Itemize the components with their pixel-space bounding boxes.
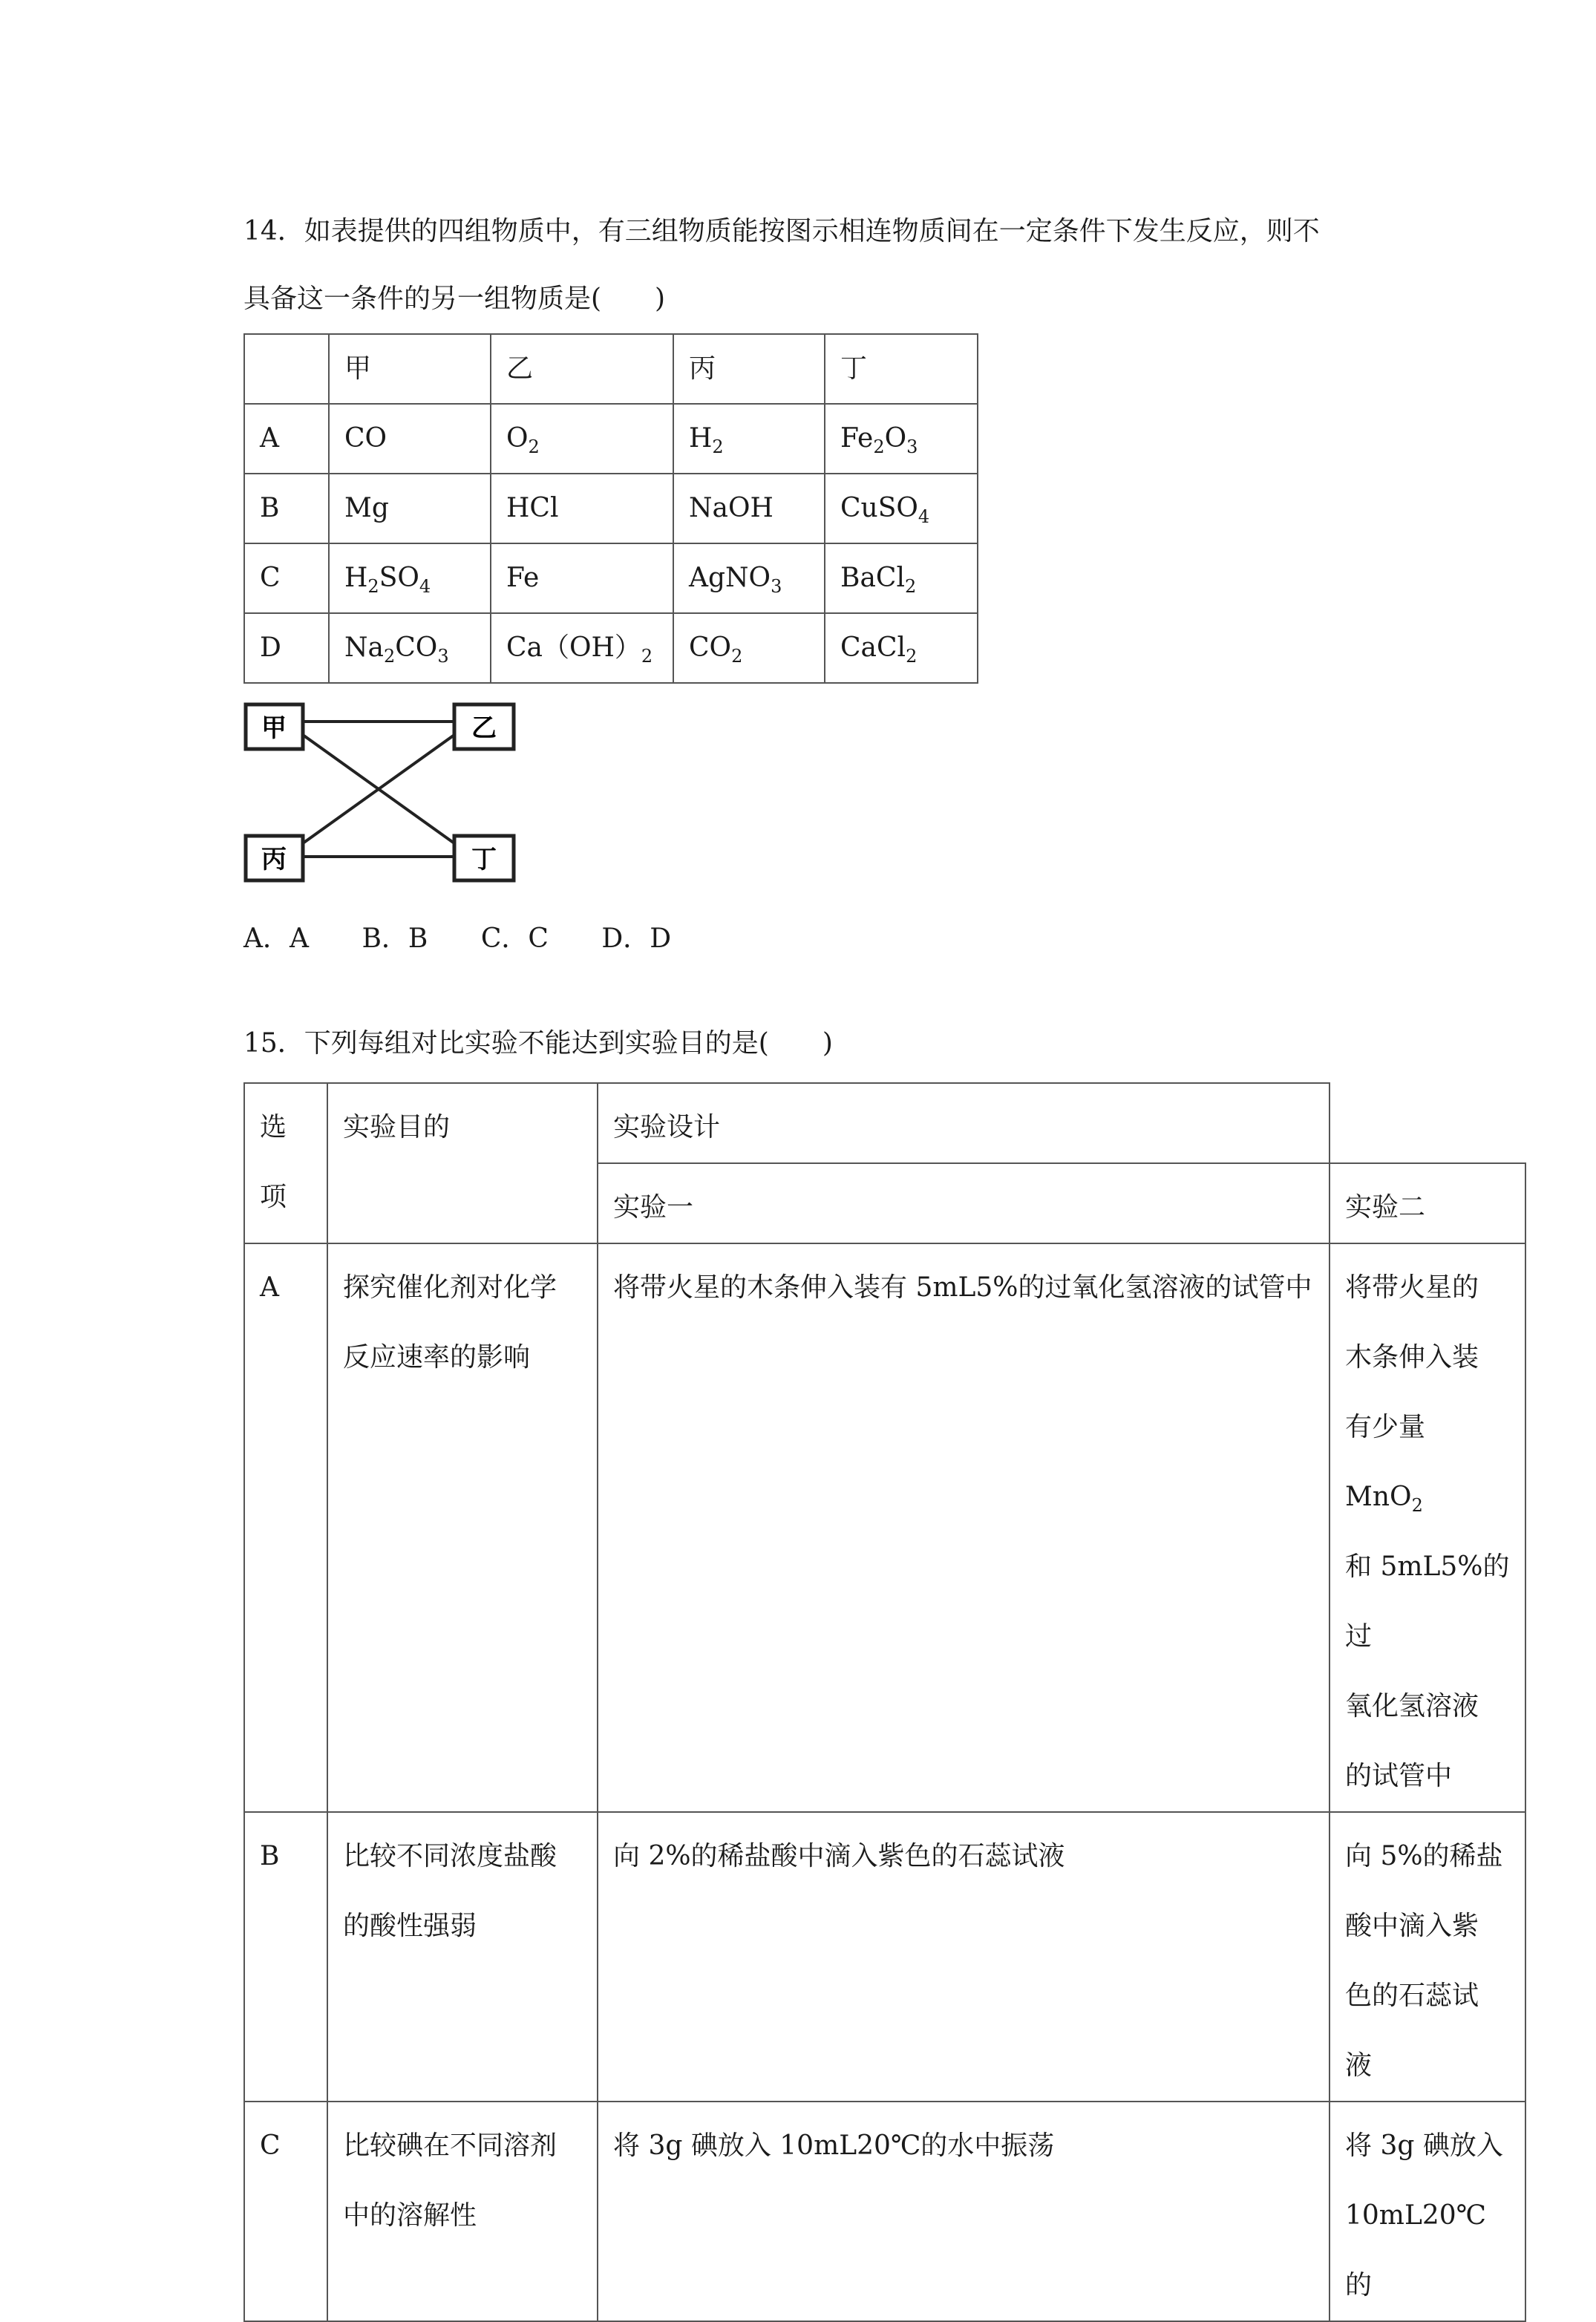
option-a[interactable]: A．A xyxy=(243,923,309,954)
table-cell: $H_2$ xyxy=(673,404,825,474)
table-header-cell: 丙 xyxy=(673,334,825,404)
table-cell: $Na_2CO_3$ xyxy=(329,613,491,683)
option-c[interactable]: C．C xyxy=(480,923,549,954)
q15-table xyxy=(243,1082,1526,2322)
q14-stem-line1: 14．如表提供的四组物质中，有三组物质能按图示相连物质间在一定条件下发生反应，则不 xyxy=(243,216,1320,246)
row-label: A xyxy=(244,1243,327,1812)
table-header-cell: 乙 xyxy=(491,334,673,404)
header-exp2: 实验二 xyxy=(1330,1163,1525,1243)
q14-options xyxy=(243,918,716,955)
table-header-row xyxy=(244,334,978,404)
table-cell: BaCl$_2$ xyxy=(825,543,978,613)
option-b[interactable]: B．B xyxy=(362,923,428,954)
table-cell: CaCl$_2$ xyxy=(825,613,978,683)
q14-stem-line2: 具备这一条件的另一组物质是( ) xyxy=(243,284,666,314)
table-row xyxy=(244,613,978,683)
purpose-cell: 探究催化剂对化学 反应速率的影响 xyxy=(327,1243,598,1812)
exp1-cell: 将带火星的木条伸入装有 5mL5%的过氧化氢溶液的试管中 xyxy=(598,1243,1330,1812)
header-exp1: 实验一 xyxy=(598,1163,1330,1243)
row-label: B xyxy=(244,1812,327,2102)
q14-table xyxy=(243,333,978,684)
node-yi xyxy=(454,704,514,749)
svg-text:甲: 甲 xyxy=(261,713,287,743)
table-header-row xyxy=(244,1083,1525,1163)
table-cell: $O_2$ xyxy=(491,404,673,474)
table-cell: $Ca(OH)_2$ xyxy=(491,613,673,683)
table-cell: Mg xyxy=(329,474,491,543)
exp2-cell: 向 5%的稀盐 酸中滴入紫 色的石蕊试 液 xyxy=(1330,1812,1525,2102)
table-header-cell: 甲 xyxy=(329,334,491,404)
table-cell: HCl xyxy=(491,474,673,543)
table-row xyxy=(244,474,978,543)
exp2-cell: 将带火星的 木条伸入装 有少量 MnO$_2$ 和 5mL5%的过 氧化氢溶液 的试管中 xyxy=(1330,1243,1525,1812)
option-d[interactable]: D．D xyxy=(601,923,672,954)
node-bing xyxy=(246,836,303,880)
row-label: C xyxy=(244,2102,327,2321)
reaction-diagram xyxy=(243,702,518,888)
svg-text:丙: 丙 xyxy=(261,845,287,874)
purpose-cell: 比较不同浓度盐酸 的酸性强弱 xyxy=(327,1812,598,2102)
table-row xyxy=(244,543,978,613)
table-row xyxy=(244,2102,1525,2321)
header-option: 选 项 xyxy=(244,1083,327,1243)
table-cell: $H_2SO_4$ xyxy=(329,543,491,613)
table-row xyxy=(244,404,978,474)
table-cell: $CO_2$ xyxy=(673,613,825,683)
header-design: 实验设计 xyxy=(598,1083,1330,1163)
exp1-cell: 向 2%的稀盐酸中滴入紫色的石蕊试液 xyxy=(598,1812,1330,2102)
table-cell: AgNO$_3$ xyxy=(673,543,825,613)
exp1-cell: 将 3g 碘放入 10mL20℃的水中振荡 xyxy=(598,2102,1330,2321)
row-label: B xyxy=(244,474,329,543)
exp2-cell: 将 3g 碘放入 10mL20℃的 xyxy=(1330,2102,1525,2321)
table-cell: Fe xyxy=(491,543,673,613)
q15-stem: 15．下列每组对比实验不能达到实验目的是( ) xyxy=(243,1028,833,1059)
row-label: D xyxy=(244,613,329,683)
table-cell: CO xyxy=(329,404,491,474)
table-cell: CuSO$_4$ xyxy=(825,474,978,543)
node-jia xyxy=(246,704,303,749)
row-label: C xyxy=(244,543,329,613)
row-label: A xyxy=(244,404,329,474)
table-row xyxy=(244,1812,1525,2102)
table-cell: NaOH xyxy=(673,474,825,543)
table-header-cell: 丁 xyxy=(825,334,978,404)
node-ding xyxy=(454,836,514,880)
table-row xyxy=(244,1243,1525,1812)
svg-text:丁: 丁 xyxy=(471,845,497,874)
table-header-cell xyxy=(244,334,329,404)
svg-text:乙: 乙 xyxy=(471,713,497,743)
header-purpose: 实验目的 xyxy=(327,1083,598,1243)
purpose-cell: 比较碘在不同溶剂 中的溶解性 xyxy=(327,2102,598,2321)
table-cell: $Fe_2O_3$ xyxy=(825,404,978,474)
